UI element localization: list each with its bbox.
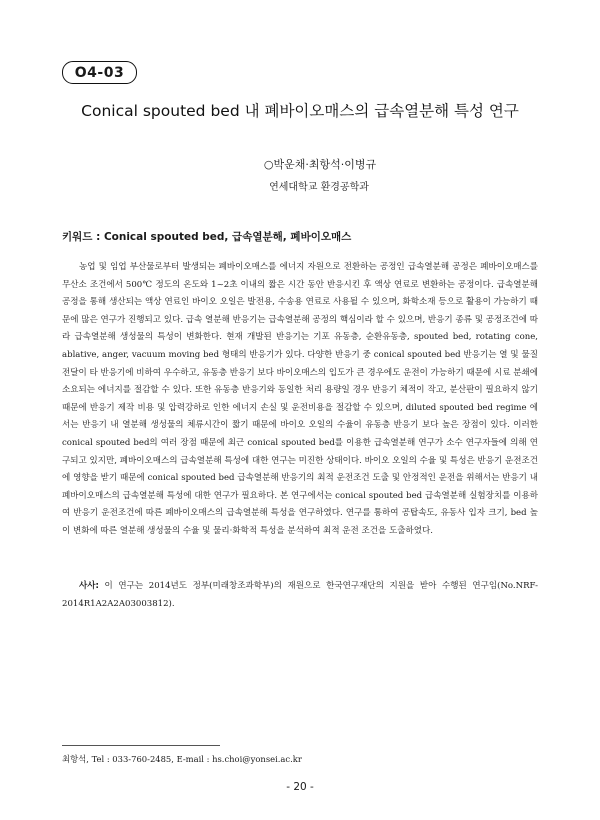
- paper-title: Conical spouted bed 내 폐바이오매스의 급속열분해 특성 연구: [81, 102, 519, 120]
- keywords-line: 키워드 : Conical spouted bed, 급속열분해, 폐바이오매스: [62, 231, 352, 243]
- author-list: ○박운채·최항석·이병규: [263, 158, 377, 171]
- acknowledgement-text: 이 연구는 2014년도 정부(미래창조과학부)의 재원으로 한국연구재단의 지원을 받아 수행된 연구임(No.NRF-2014R1A2A2A03003812).: [62, 581, 538, 609]
- corresponding-author-footnote: 최항석, Tel : 033-760-2485, E-mail : hs.choi@yonsei.ac.kr: [62, 754, 302, 764]
- acknowledgement: [62, 578, 538, 613]
- abstract-body: 농업 및 임업 부산물로부터 발생되는 폐바이오매스를 에너지 자원으로 전환하는 공정인 급속열분해 공정은 폐바이오매스를 무산소 조건에서 500℃ 정도의 온도와 1~2초 이내의 짧은 시간 동안 반응시킨 후 액상 연료로 변환하는 공정이다. 급속열분해 공정을 통해 생산되는 액상 연료인 바이오 오일은 발전용, 수송용 연료로 사용될 수 있으며, 화학소재 등으로 활용이 가능하기 때문에 많은 연구가 진행되고 있다. 급속 열분해 반응기는 급속열분해 공정의 핵심이라 할 수 있으며, 반응기 종류 및 공정조건에 따라 급속열분해 생성물의 특성이 변화한다. 현재 개발된 반응기는 기포 유동층, 순환유동층, spouted bed, rotating cone, ablative, anger, vacuum moving bed 형태의 반응기가 있다. 다양한 반응기 중 conical spouted bed 반응기는 열 및 물질전달이 타 반응기에 비하여 우수하고, 유동층 반응기 보다 바이오매스의 입도가 큰 경우에도 운전이 가능하기 때문에 시료 분쇄에 소요되는 에너지를 절감할 수 있다. 또한 유동층 반응기와 동일한 처리 용량일 경우 반응기 체적이 작고, 분산판이 필요하지 않기 때문에 반응기 제작 비용 및 압력강하로 인한 에너지 손실 및 운전비용을 절감할 수 있으며, diluted spouted bed regime 에서는 반응기 내 열분해 생성물의 체류시간이 짧기 때문에 바이오 오일의 수율이 유동층 반응기 보다 높은 장점이 있다. 이러한 conical spouted bed의 여러 장점 때문에 최근 conical spouted bed를 이용한 급속열분해 연구가 소수 연구자들에 의해 연구되고 있지만, 폐바이오매스의 급속열분해 특성에 대한 연구는 미진한 상태이다. 바이오 오일의 수율 및 특성은 반응기 운전조건에 영향을 받기 때문에 conical spouted bed 급속열분해 반응기의 최적 운전조건 도출 및 안정적인 운전을 위해서는 반응기 내 폐바이오매스의 급속열분해 특성에 대한 연구가 필요하다. 본 연구에서는 conical spouted bed 급속열분해 실험장치를 이용하여 반응기 운전조건에 따른 폐바이오매스의 급속열분해 특성을 연구하였다. 연구를 통하여 공탑속도, 유동사 입자 크기, bed 높이 변화에 따른 열분해 생성물의 수율 및 물리·화학적 특성을 분석하여 최적 운전 조건을 도출하였다.: [62, 262, 538, 536]
- session-code-badge: O4-03: [62, 61, 137, 84]
- footnote-divider: [62, 745, 220, 746]
- affiliation: 연세대학교 환경공학과: [269, 182, 369, 193]
- acknowledgement-label: 사사:: [79, 581, 99, 591]
- page-number: - 20 -: [286, 781, 314, 793]
